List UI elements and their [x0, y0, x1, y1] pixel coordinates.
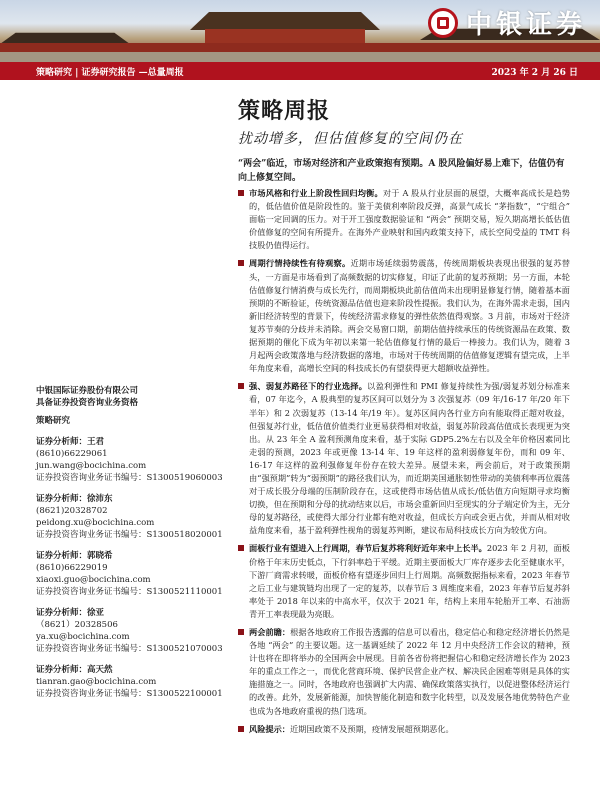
- report-body: [238, 187, 570, 741]
- analyst-cert: 证券投资咨询业务证书编号：S1300521110001: [36, 587, 223, 597]
- section-heading: 风险提示：: [249, 723, 290, 734]
- bullet-section: [238, 187, 570, 252]
- bullet-section: [238, 542, 570, 621]
- analyst-email[interactable]: tianran.gao@bocichina.com: [36, 677, 157, 687]
- analyst-name: 证券分析师：高天然: [36, 665, 113, 675]
- analyst-phone: (8621)20328702: [36, 506, 108, 516]
- header-banner: [0, 0, 600, 62]
- analyst-card: [36, 664, 226, 700]
- analyst-phone: (8610)66229061: [36, 449, 108, 459]
- section-body: 近期市场延续弱势震荡，传统周期板块表现出很强的复苏替头，一方面是市场看到了高频数据的切实修复，印证了此前的复苏预期；另一方面，本轮估值修复行情消费与成长先行，而周期板块此前估值尚未出现明显修复行情，随着基本面预期的不断验证，传统资源品估值也迎来阶段性提振。我们认为，在海外需求走弱，国内新旧经济转型的背景下，传统经济需求修复的弹性依然值得观察。3 月前，市场对于经济复苏节奏的分歧并未消除。两会交易窗口期，前期估值持续承压的传统资源品在政策、数据预期的催化下成为年初以来第一轮估值修复行情的最后一棒接力。我们认为，随着 3 月起两会政策落地与经济数据的落地，市场对于传统周期的估值修复逻辑有望完成，上半年角度来看，高增长空间的科技成长仍有望获得更大超额收益弹性。: [249, 258, 570, 374]
- analyst-phone: （8621）20328506: [36, 620, 118, 630]
- analyst-phone: (8610)66229019: [36, 563, 108, 573]
- analyst-email[interactable]: ya.xu@bocichina.com: [36, 632, 130, 642]
- section-heading: 市场风格和行业上阶段性回归均衡。: [249, 188, 383, 198]
- report-info-bar: [0, 62, 600, 80]
- report-date: 2023 年 2 月 26 日: [491, 67, 578, 78]
- analyst-card: [36, 607, 226, 655]
- palace-roof-center: [190, 10, 380, 30]
- firm-name: 中银国际证券股份有限公司: [36, 386, 139, 396]
- section-body: 近期国政策不及预期，疫情发展超预期恶化。: [289, 723, 454, 734]
- bullet-section: [238, 380, 570, 537]
- analyst-cert: 证券投资咨询业务证书编号：S1300519060003: [36, 473, 223, 483]
- report-section: 策略研究 | 证券研究报告 —总量周报: [36, 67, 184, 78]
- brand-name: 中银证券: [465, 10, 586, 40]
- analyst-name: 证券分析师：郭晓希: [36, 551, 113, 561]
- bullet-section: [238, 257, 570, 375]
- brand-logo: [428, 4, 586, 41]
- section-body: 对于 A 股从行业层面的展望，大概率高成长是趋势的，低估值价值是阶段性的。鉴于美债利率阶段反弹，高景气成长 “茅指数”，“宁组合” 面临一定回调的压力。对于开工强度数据验证和 “两会” 预期交易，短久期高增长低估值价值修复的空间有所提升。在海外产业映射和国内政策支持下，成长空间受益的 TMT 科技股仍值得运行。: [249, 188, 570, 251]
- section-heading: 强、弱复苏路径下的行业选择。: [249, 381, 368, 392]
- report-subtitle: 扰动增多，但估值修复的空间仍在: [238, 131, 463, 147]
- analyst-card: [36, 436, 226, 484]
- bullet-section: [238, 626, 570, 718]
- section-body: 根据各地政府工作报告透露的信息可以看出，稳定信心和稳定经济增长仍然是各地 “两会” 的主要议题。这一基调延续了 2022 年 12 月中央经济工作会议的精神，预计也将在即将举办的全国两会中展现。目前各省份将把握信心和稳定经济增长作为 2023 年的重点工作之一，而优化营商环境、保护民营企业产权、解决民企困难等则是具体的实施措施之一。同时，各地政府也强调扩大内需、确保政策落实执行，以促进整体经济运行的改善。此外，发展新能源，加快智能化制造和数字化转型，以及发展各地优势特色产业也成为各地政府重视的热门选项。: [249, 627, 570, 716]
- section-body: 以盈利弹性和 PMI 修复持续性为强/弱复苏划分标准来看，07 年迄今，A 股典型的复苏区间可以划分为 3 次强复苏（09 年/16-17 年/20 年下半年）和 2 次弱复苏（13-14 年/19 年）。复苏区间内各行业方向有能取得正超对收益，但强复苏行业，低估值价值类行业更易获得相对收益，弱复苏阶段高估值成长表现更为突出。从 23 年全 A 盈利预测角度来看，基于实际 GDP5.2%左右以及全年价格因素同比走弱的预测，2023 年或更像 13-14 年、19 年这样的盈利弱修复年份，而和 09 年、16-17 年这样的盈利强修复年份存在较大差异。展望未来，两会前后，对于政策预期由“强预期”转为“弱预期”的路径我们认为，而近期美国通胀韧性带动的美债利率再位震荡对于成长股分母端的压制阶段存在，这或使得市场估值从成长/低估值方向短期寻求均衡切换，但在预期和分母的扰动结束以后，市场会重新回归至现实的分子端定价为主，无分母的复苏路径，或使得大部分行业都有绝对收益，但成长方向或会更占优，并而从相对收益角度来看，基于盈利弹性视角的弱复苏判断，建议布局科技成长方向为较优方向。: [249, 381, 570, 536]
- analyst-cert: 证券投资咨询业务证书编号：S1300518020001: [36, 530, 223, 540]
- analyst-card: [36, 493, 226, 541]
- report-title: 策略周报: [238, 98, 331, 124]
- section-body: 2023 年 2 月初，面板价格于年末历史低点，下行斜率趋于平缓。近期主要面板大厂库存逐步去化至健康水平，下游厂商需求转暖，面板价格有望逐步回归上行周期。高频数据指标来看，2023 年春节之后工业与建筑链均出现了一定的复苏，以春节后 3 周维度来看，2023 年春节后复苏斜率处于 2018 年以来的中高水平，仅次于 2021 年，结构上来用车轮胎开工率、石油沥青开工率表现最为亮眼。: [249, 543, 570, 619]
- report-lead: “两会”临近，市场对经济和产业政策抱有预期。A 股风险偏好易上难下，估值仍有向上修复空间。: [238, 159, 565, 183]
- section-heading: 面板行业有望进入上行周期，春节后复苏将利好近年来中上长半。: [249, 543, 487, 554]
- risk-warning: [238, 723, 570, 736]
- analyst-name: 证券分析师：徐亚: [36, 608, 105, 618]
- section-heading: 两会前瞻：: [249, 627, 291, 637]
- analyst-cert: 证券投资咨询业务证书编号：S1300522100001: [36, 689, 223, 699]
- section-heading: 周期行情持续性有待观察。: [249, 258, 351, 269]
- sidebar-section-label: 策略研究: [36, 416, 71, 426]
- analyst-email[interactable]: peidong.xu@bocichina.com: [36, 518, 155, 528]
- palace-roof-left: [0, 30, 130, 44]
- analyst-email[interactable]: xiaoxi.guo@bocichina.com: [36, 575, 151, 585]
- analyst-email[interactable]: jun.wang@bocichina.com: [36, 461, 147, 471]
- analyst-cert: 证券投资咨询业务证书编号：S1300521070003: [36, 644, 223, 654]
- analyst-card: [36, 550, 226, 598]
- analyst-name: 证券分析师：徐沛东: [36, 494, 113, 504]
- boc-logo-icon: [428, 8, 458, 38]
- analyst-name: 证券分析师：王君: [36, 437, 105, 447]
- firm-qualification: 具备证券投资咨询业务资格: [36, 398, 139, 408]
- sidebar: [36, 385, 226, 700]
- palace-plaza: [0, 52, 600, 62]
